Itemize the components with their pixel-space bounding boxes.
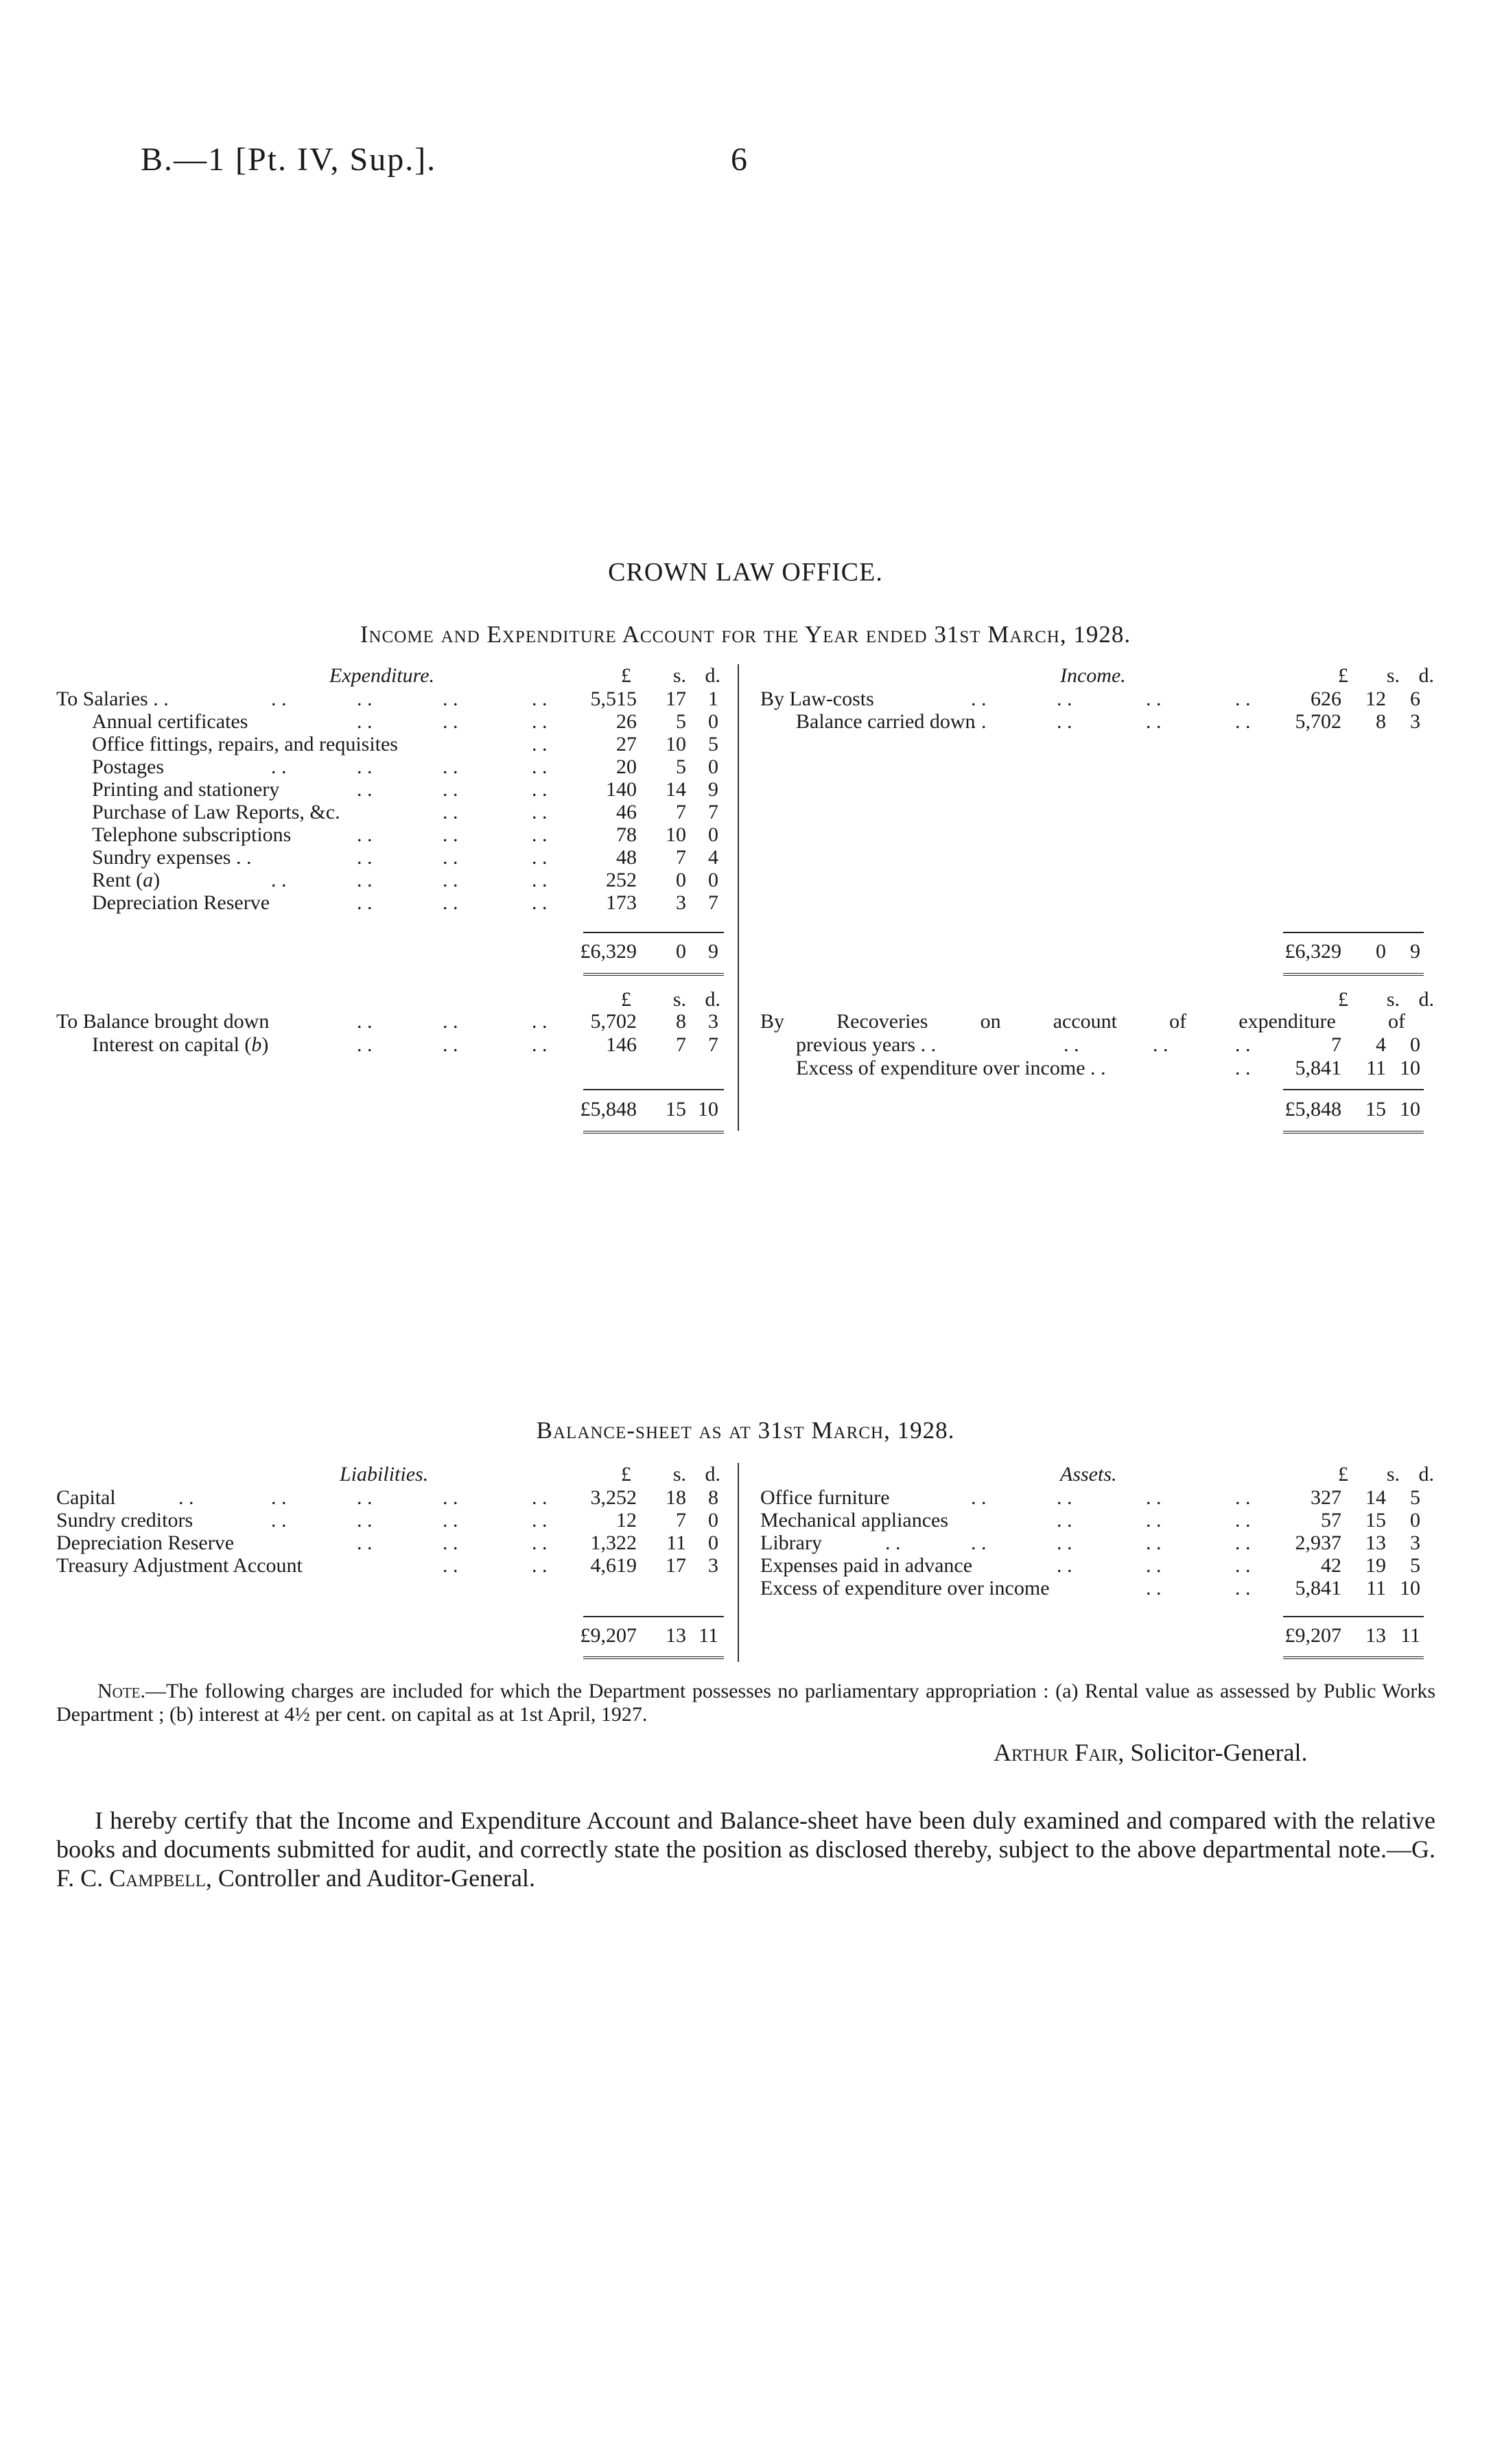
amount-pound: 140 [606,778,637,801]
amount-pence: 5 [708,733,718,755]
leader-dots: . . [532,1509,548,1532]
currency-shilling-header: s. [672,664,686,687]
currency-pence-header: d. [705,1463,720,1486]
leader-dots: . . [971,710,987,733]
row-label: Office fittings, repairs, and requisites [92,733,398,755]
leader-dots: . . [178,1486,194,1509]
amount-pence: 0 [708,1532,718,1554]
currency-shilling-header: s. [1386,988,1400,1011]
leader-dots: . . [357,1486,373,1509]
leader-dots: . . [1146,688,1162,710]
amount-shilling: 15 [1365,1098,1386,1120]
leader-dots: . . [1146,1554,1162,1577]
leader-dots: . . [1064,1033,1079,1056]
leader-dots: . . [443,1554,458,1577]
leader-dots: . . [357,710,373,733]
amount-pence: 11 [698,1624,718,1647]
amount-shilling: 5 [676,710,686,733]
assets-total-row [748,1624,1434,1647]
row-label: Printing and stationery [92,778,280,801]
currency-pound-header: £ [1338,1463,1348,1486]
amount-shilling: 8 [676,1010,686,1033]
amount-pound: 26 [616,710,637,733]
row-label: previous years . . [796,1033,937,1056]
leader-dots: . . [532,1010,548,1033]
leader-dots: . . [357,778,373,801]
amount-pound: 57 [1321,1509,1341,1532]
leader-dots: . . [271,869,287,891]
amount-shilling: 4 [1376,1033,1386,1056]
liabilities-total-row [0,1624,727,1647]
currency-pence-header: d. [1418,664,1434,687]
leader-dots: . . [443,755,458,778]
amount-shilling: 10 [666,823,686,846]
leader-dots: . . [357,1509,373,1532]
leader-dots: . . [1235,710,1251,733]
amount-pound: 48 [616,846,637,869]
leader-dots: . . [885,1532,901,1554]
amount-pound: 626 [1311,688,1341,710]
leader-dots: . . [357,1010,373,1033]
row-label: Annual certificates [92,710,248,733]
amount-pound: £5,848 [580,1098,637,1120]
leader-dots: . . [1057,688,1072,710]
amount-pence: 5 [1410,1554,1420,1577]
amount-pence: 9 [1410,940,1420,963]
row-label: Excess of expenditure over income . . [796,1057,1106,1079]
total-rule [1283,1616,1424,1617]
amount-pound: 5,841 [1295,1577,1341,1599]
amount-pound: 5,702 [590,1010,637,1033]
table-row [748,1532,1434,1555]
auditor-title: , Controller and Auditor-General. [205,1864,535,1892]
currency-shilling-header: s. [1386,1463,1400,1486]
amount-pence: 3 [708,1554,718,1577]
amount-pound: 146 [606,1033,637,1056]
leader-dots: . . [443,1010,458,1033]
total-double-rule [1283,1656,1424,1662]
leader-dots: . . [443,710,458,733]
amount-pence: 0 [708,1509,718,1532]
amount-shilling: 0 [676,869,686,891]
table-row [748,1486,1434,1510]
table-row [0,1532,727,1555]
leader-dots: . . [1146,1577,1162,1599]
leader-dots: . . [532,1033,548,1056]
leader-dots: . . [443,1509,458,1532]
leader-dots: . . [357,846,373,869]
amount-shilling: 14 [1365,1486,1386,1509]
amount-pence: 7 [708,1033,718,1056]
leader-dots: . . [443,801,458,823]
amount-pound: 173 [606,891,637,914]
amount-pound: 1,322 [590,1532,637,1554]
leader-dots: . . [357,1532,373,1554]
currency-pound-header: £ [621,664,631,687]
row-label: Purchase of Law Reports, &c. [92,801,340,823]
amount-shilling: 12 [1365,688,1386,710]
column-divider [738,1463,739,1662]
leader-dots: . . [357,869,373,891]
leader-dots: . . [357,1033,373,1056]
amount-pound: 252 [606,869,637,891]
leader-dots: . . [443,1532,458,1554]
income-expenditure-title: Income and Expenditure Account for the Year ended 31st March, 1928. [360,621,1131,648]
row-label: Telephone subscriptions [92,823,292,846]
amount-pound: 5,841 [1295,1057,1341,1079]
amount-pence: 9 [708,778,718,801]
signatory-name: Arthur Fair [994,1739,1118,1766]
row-label: Sundry expenses . . [92,846,252,869]
row-label: Excess of expenditure over income [760,1577,1050,1599]
row-label: Library [760,1532,822,1554]
amount-pound: 12 [616,1509,637,1532]
currency-pound-header: £ [621,988,631,1011]
currency-pence-header: d. [705,664,720,687]
amount-pence: 0 [1410,1509,1420,1532]
currency-shilling-header: s. [672,1463,686,1486]
leader-dots: . . [971,688,987,710]
amount-pence: 0 [1410,1033,1420,1056]
amount-pence: 10 [1400,1057,1420,1079]
amount-shilling: 3 [676,891,686,914]
amount-pence: 7 [708,801,718,823]
amount-pence: 6 [1410,688,1420,710]
amount-pence: 11 [1400,1624,1420,1647]
amount-pence: 3 [1410,1532,1420,1554]
currency-pence-header: d. [1418,988,1434,1011]
signatory-title: , Solicitor-General. [1118,1739,1308,1766]
amount-pound: 5,515 [590,688,637,710]
leader-dots: . . [443,869,458,891]
currency-pound-header: £ [621,1463,631,1486]
note-lead: Note. [97,1680,145,1702]
amount-pence: 1 [708,688,718,710]
amount-pound: 3,252 [590,1486,637,1509]
leader-dots: . . [1235,1033,1251,1056]
leader-dots: . . [443,688,458,710]
amount-shilling: 13 [1365,1624,1386,1647]
row-label: Treasury Adjustment Account [56,1554,303,1577]
leader-dots: . . [532,1554,548,1577]
leader-dots: . . [271,755,287,778]
leader-dots: . . [1235,1509,1251,1532]
leader-dots: . . [1235,1486,1251,1509]
leader-dots: . . [532,1486,548,1509]
amount-shilling: 18 [666,1486,686,1509]
leader-dots: . . [1235,1532,1251,1554]
currency-shilling-header: s. [1386,664,1400,687]
leader-dots: . . [443,1486,458,1509]
amount-pound: 327 [1311,1486,1341,1509]
total-rule [583,1616,724,1617]
certificate-text: I hereby certify that the Income and Expenditure Account and Balance-sheet have been duly examined and compared with the relative books and documents submitted for audit, and correctly state the position as disclosed thereby, subject to the above departmental note.— [56,1807,1435,1863]
currency-pound-header: £ [1338,664,1348,687]
amount-shilling: 15 [1365,1509,1386,1532]
amount-shilling: 11 [666,1532,686,1554]
table-row [0,1554,727,1577]
amount-pence: 4 [708,846,718,869]
amount-shilling: 0 [1376,940,1386,963]
leader-dots: . . [971,1486,987,1509]
amount-shilling: 5 [676,755,686,778]
note-text: —The following charges are included for which the Department possesses no parliamentary appropriation : (a) Rental value as assessed by Public Works Department ; (b) interest at 4½ per cent. on capital as at 1st April, 1927. [56,1680,1435,1726]
amount-pence: 10 [1400,1577,1420,1599]
leader-dots: . . [443,846,458,869]
income-heading: Income. [1060,664,1126,687]
leader-dots: . . [1153,1033,1169,1056]
leader-dots: . . [532,823,548,846]
amount-pound: 2,937 [1295,1532,1341,1554]
amount-pound: 27 [616,733,637,755]
amount-shilling: 17 [666,1554,686,1577]
leader-dots: . . [1235,1057,1251,1079]
leader-dots: . . [357,688,373,710]
leader-dots: . . [532,1532,548,1554]
liabilities-heading: Liabilities. [340,1463,429,1486]
amount-shilling: 15 [666,1098,686,1120]
leader-dots: . . [271,688,287,710]
row-label: Rent (a) [92,869,161,891]
row-label: To Balance brought down [56,1010,270,1033]
table-row [0,1509,727,1532]
assets-heading: Assets. [1060,1463,1117,1486]
row-label: Depreciation Reserve [92,891,270,914]
table-row [748,1577,1434,1600]
amount-shilling: 7 [676,846,686,869]
amount-shilling: 11 [1366,1057,1386,1079]
amount-shilling: 7 [676,1509,686,1532]
amount-pence: 9 [708,940,718,963]
row-label: Interest on capital (b) [92,1033,269,1056]
leader-dots: . . [532,801,548,823]
row-label: To Salaries . . [56,688,169,710]
amount-pound: £9,207 [580,1624,637,1647]
row-label: Mechanical appliances [760,1509,949,1532]
leader-dots: . . [357,891,373,914]
row-label: Balance carried down [796,710,976,733]
amount-pence: 7 [708,891,718,914]
leader-dots: . . [1057,1532,1072,1554]
leader-dots: . . [443,1033,458,1056]
leader-dots: . . [1057,1554,1072,1577]
currency-shilling-header: s. [672,988,686,1011]
expenditure-heading: Expenditure. [329,664,435,687]
leader-dots: . . [1146,710,1162,733]
leader-dots: . . [443,778,458,801]
amount-pence: 10 [1400,1098,1420,1120]
amount-pound: 46 [616,801,637,823]
table-row [748,1554,1434,1577]
leader-dots: . . [1235,688,1251,710]
leader-dots: . . [532,869,548,891]
amount-pence: 5 [1410,1486,1420,1509]
row-label: Depreciation Reserve [56,1532,235,1554]
row-label: Sundry creditors [56,1509,193,1532]
page-number: 6 [731,141,749,178]
leader-dots: . . [1146,1509,1162,1532]
amount-shilling: 11 [1366,1577,1386,1599]
amount-pound: 78 [616,823,637,846]
leader-dots: . . [532,710,548,733]
leader-dots: . . [271,1486,287,1509]
amount-shilling: 7 [676,801,686,823]
leader-dots: . . [443,891,458,914]
amount-pence: 3 [708,1010,718,1033]
leader-dots: . . [1057,1509,1072,1532]
amount-pence: 0 [708,823,718,846]
leader-dots: . . [532,846,548,869]
amount-pound: 7 [1331,1033,1341,1056]
currency-pound-header: £ [1338,988,1348,1011]
signature [994,1738,1308,1767]
audit-certificate [56,1806,1435,1892]
leader-dots: . . [1146,1486,1162,1509]
amount-pound: £5,848 [1284,1098,1341,1120]
amount-shilling: 13 [1365,1532,1386,1554]
leader-dots: . . [971,1532,987,1554]
leader-dots: . . [1235,1577,1251,1599]
amount-pound: £9,207 [1284,1624,1341,1647]
amount-shilling: 0 [676,940,686,963]
amount-pence: 0 [708,869,718,891]
amount-shilling: 19 [1365,1554,1386,1577]
leader-dots: . . [357,755,373,778]
amount-pound: 4,619 [590,1554,637,1577]
row-label: By Law-costs [760,688,874,710]
currency-pence-header: d. [1418,1463,1434,1486]
leader-dots: . . [532,688,548,710]
office-title: CROWN LAW OFFICE. [608,558,883,587]
amount-pence: 0 [708,710,718,733]
row-label: Office furniture [760,1486,890,1509]
amount-shilling: 10 [666,733,686,755]
amount-shilling: 17 [666,688,686,710]
leader-dots: . . [271,1509,287,1532]
amount-pence: 8 [708,1486,718,1509]
leader-dots: . . [1057,1486,1072,1509]
leader-dots: . . [1146,1532,1162,1554]
amount-shilling: 7 [676,1033,686,1056]
balance-sheet-title: Balance-sheet as at 31st March, 1928. [536,1417,955,1444]
leader-dots: . . [1235,1554,1251,1577]
amount-pence: 0 [708,755,718,778]
amount-shilling: 14 [666,778,686,801]
currency-pence-header: d. [705,988,720,1011]
row-label: By Recoveries on account of expenditure of [760,1010,1405,1033]
amount-pence: 3 [1410,710,1420,733]
amount-pound: £6,329 [580,940,637,963]
amount-pound: £6,329 [1284,940,1341,963]
leader-dots: . . [357,823,373,846]
table-row [748,1509,1434,1532]
footnote [56,1680,1435,1726]
total-double-rule [583,1656,724,1662]
leader-dots: . . [1057,710,1072,733]
table-row [0,1486,727,1510]
amount-pound: 5,702 [1295,710,1341,733]
amount-pound: 20 [616,755,637,778]
leader-dots: . . [532,891,548,914]
row-label: Capital [56,1486,116,1509]
amount-shilling: 13 [666,1624,686,1647]
row-label: Postages [92,755,164,778]
leader-dots: . . [443,823,458,846]
leader-dots: . . [532,733,548,755]
leader-dots: . . [532,755,548,778]
amount-pound: 42 [1321,1554,1341,1577]
row-label: Expenses paid in advance [760,1554,973,1577]
auditor-name: G. F. C. Campbell [56,1835,1435,1892]
amount-shilling: 8 [1376,710,1386,733]
leader-dots: . . [532,778,548,801]
page-reference: B.—1 [Pt. IV, Sup.]. [141,141,437,178]
amount-pence: 10 [698,1098,718,1120]
